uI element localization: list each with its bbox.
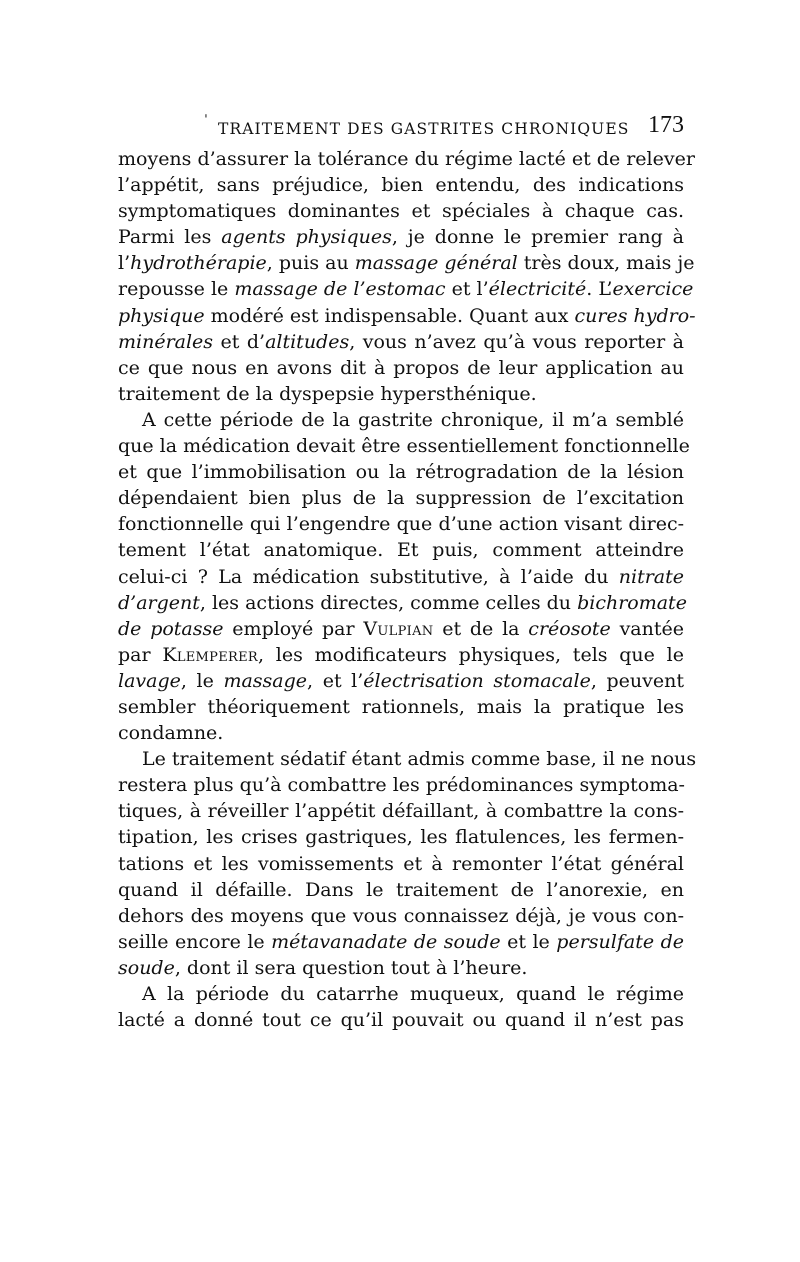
text-line bbox=[118, 224, 684, 250]
text-run: , les modificateurs physiques, tels que le bbox=[257, 643, 684, 666]
italic-term: soude bbox=[118, 956, 175, 979]
text-line bbox=[118, 616, 684, 642]
author-name: Vulpian bbox=[363, 617, 434, 640]
text-run: et de la bbox=[433, 617, 529, 640]
italic-term: de potasse bbox=[118, 617, 224, 640]
text-run: moyens d’assurer la tolérance du régime lacté et de relever bbox=[118, 148, 695, 170]
text-line bbox=[118, 537, 684, 563]
italic-term: bichromate bbox=[577, 591, 687, 614]
text-line bbox=[118, 459, 684, 485]
italic-term: persulfate de bbox=[556, 930, 684, 953]
italic-term: physique bbox=[118, 304, 205, 327]
text-line bbox=[118, 511, 684, 537]
italic-term: agents physiques bbox=[221, 226, 392, 249]
text-line bbox=[118, 329, 684, 355]
text-run: très doux, mais je bbox=[517, 252, 695, 275]
text-run: , je donne le premier rang à bbox=[391, 226, 684, 249]
text-run: dehors des moyens que vous connaissez déjà, je vous con- bbox=[118, 904, 684, 927]
italic-term: d’argent bbox=[118, 591, 200, 614]
text-line bbox=[118, 564, 684, 590]
text-run: , dont il sera question tout à l’heure. bbox=[174, 956, 528, 979]
italic-term: massage général bbox=[354, 252, 518, 275]
text-line bbox=[118, 381, 684, 407]
text-run: sembler théoriquement rationnels, mais la pratique les bbox=[118, 695, 684, 718]
text-run: vantée bbox=[610, 617, 684, 640]
text-run: tement l’état anatomique. Et puis, comment atteindre bbox=[118, 539, 684, 562]
italic-term: lavage bbox=[118, 669, 181, 692]
running-head bbox=[118, 112, 684, 144]
text-line bbox=[118, 981, 684, 1007]
italic-term: électrisation stomacale bbox=[363, 669, 591, 692]
text-run: A cette période de la gastrite chronique, il m’a semblé bbox=[142, 408, 684, 431]
text-line bbox=[118, 276, 694, 302]
text-run: restera plus qu’à combattre les prédominances symptoma- bbox=[118, 774, 685, 797]
text-line bbox=[118, 929, 684, 955]
text-run: Le traitement sédatif étant admis comme base, il ne nous bbox=[142, 748, 697, 771]
text-run: celui-ci ? La médication substitutive, à l’aide du bbox=[118, 565, 619, 588]
italic-term: métavanadate de soude bbox=[271, 930, 501, 953]
text-line bbox=[118, 877, 684, 903]
text-run: A la période du catarrhe muqueux, quand le régime bbox=[142, 983, 684, 1005]
author-name: Klemperer bbox=[162, 643, 258, 666]
text-line bbox=[118, 172, 684, 198]
text-run: l’appétit, sans préjudice, bien entendu, des indications bbox=[118, 174, 684, 197]
text-run: et que l’immobilisation ou la rétrogradation de la lésion bbox=[118, 461, 684, 484]
italic-term: hydrothérapie bbox=[130, 252, 267, 275]
text-run: , vous n’avez qu’à vous reporter à bbox=[349, 330, 684, 353]
text-run: dépendaient bien plus de la suppression de l’excitation bbox=[118, 487, 684, 510]
text-run: quand il défaille. Dans le traitement de l’anorexie, en bbox=[118, 878, 684, 901]
text-run: employé par bbox=[223, 617, 364, 640]
text-run: , peuvent bbox=[590, 669, 684, 692]
text-line bbox=[118, 903, 684, 929]
text-run: lacté a donné tout ce qu’il pouvait ou quand il n’est pas bbox=[118, 1009, 684, 1032]
text-run: et le bbox=[500, 930, 557, 953]
text-run: que la médication devait être essentiellement fonctionnelle bbox=[118, 435, 690, 458]
text-line bbox=[118, 720, 684, 746]
page-number: 173 bbox=[648, 112, 684, 138]
text-line bbox=[118, 355, 684, 381]
text-run: traitement de la dyspepsie hypersthénique. bbox=[118, 382, 537, 405]
text-line bbox=[118, 250, 695, 276]
text-run: tipation, les crises gastriques, les flatulences, les fermen- bbox=[118, 826, 684, 849]
text-run: tiques, à réveiller l’appétit défaillant, à combattre la cons- bbox=[118, 800, 684, 823]
italic-term: minérales bbox=[118, 330, 214, 353]
text-line bbox=[118, 485, 684, 511]
text-run: , les actions directes, comme celles du bbox=[199, 591, 578, 614]
italic-term: exercice bbox=[612, 278, 694, 301]
text-line bbox=[118, 798, 684, 824]
text-run: fonctionnelle qui l’engendre que d’une action visant direc- bbox=[118, 513, 684, 536]
text-line bbox=[118, 772, 684, 798]
chapter-title: TRAITEMENT DES GASTRITES CHRONIQUES bbox=[218, 120, 630, 138]
text-run: Parmi les bbox=[118, 226, 222, 249]
text-run: seille encore le bbox=[118, 930, 272, 953]
italic-term: cures hydro- bbox=[574, 304, 696, 327]
text-run: tations et les vomissements et à remonter l’état général bbox=[118, 852, 684, 875]
text-line bbox=[118, 1007, 684, 1033]
italic-term: massage bbox=[223, 669, 308, 692]
text-line bbox=[118, 851, 684, 877]
text-run: modéré est indispensable. Quant aux bbox=[204, 304, 575, 327]
text-line bbox=[118, 303, 696, 329]
text-run: . L’ bbox=[586, 278, 613, 301]
text-run: l’ bbox=[118, 252, 131, 275]
text-run: par bbox=[118, 643, 163, 666]
italic-term: nitrate bbox=[618, 565, 684, 588]
italic-term: électricité bbox=[488, 278, 587, 301]
text-line bbox=[118, 198, 684, 224]
italic-term: créosote bbox=[528, 617, 611, 640]
text-run: , et l’ bbox=[307, 669, 364, 692]
italic-term: massage de l’estomac bbox=[234, 278, 446, 301]
text-run: et d’ bbox=[213, 330, 266, 353]
text-run: , le bbox=[180, 669, 224, 692]
text-line bbox=[118, 407, 684, 433]
text-line bbox=[118, 642, 684, 668]
text-line bbox=[118, 590, 687, 616]
text-line bbox=[118, 146, 695, 172]
italic-term: altitudes bbox=[265, 330, 350, 353]
text-run: condamne. bbox=[118, 722, 224, 745]
text-run: repousse le bbox=[118, 278, 235, 301]
print-mark: ˈ bbox=[204, 113, 208, 129]
text-line bbox=[118, 955, 684, 981]
text-line bbox=[118, 694, 684, 720]
text-run: ce que nous en avons dit à propos de leur application au bbox=[118, 356, 684, 379]
text-line bbox=[118, 824, 684, 850]
text-run: , puis au bbox=[266, 252, 355, 275]
text-line bbox=[118, 746, 697, 772]
text-line bbox=[118, 433, 690, 459]
body-text bbox=[118, 146, 697, 1033]
text-run: symptomatiques dominantes et spéciales à chaque cas. bbox=[118, 200, 684, 223]
text-run: et l’ bbox=[445, 278, 489, 301]
text-line bbox=[118, 668, 684, 694]
